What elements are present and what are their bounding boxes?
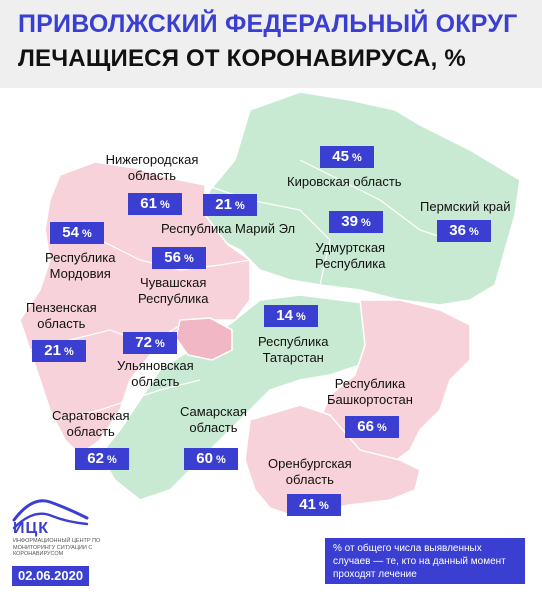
badge-samara: 60 % <box>184 448 238 470</box>
badge-orenburg: 41 % <box>287 494 341 516</box>
label-chuvashia: Чувашская Республика <box>138 275 209 306</box>
badge-bashkortostan: 66 % <box>345 416 399 438</box>
label-kirov: Кировская область <box>287 174 402 189</box>
label-penza: Пензенская область <box>26 300 97 331</box>
label-perm: Пермский край <box>420 199 511 214</box>
date-badge: 02.06.2020 <box>12 566 89 586</box>
badge-saratov: 62 % <box>75 448 129 470</box>
badge-udmurtia: 39 % <box>329 211 383 233</box>
badge-perm: 36 % <box>437 220 491 242</box>
label-samara: Самарская область <box>180 404 247 435</box>
page-subtitle: ЛЕЧАЩИЕСЯ ОТ КОРОНАВИРУСА, % <box>18 45 466 72</box>
logo-name: ИЦК <box>13 520 49 537</box>
label-mari-el: Республика Марий Эл <box>161 221 296 236</box>
label-mordovia: Республика Мордовия <box>45 250 116 281</box>
badge-mordovia: 54 % <box>50 222 104 244</box>
logo-subtitle: ИНФОРМАЦИОННЫЙ ЦЕНТР ПО МОНИТОРИНГУ СИТУАЦИИ С КОРОНАВИРУСОМ <box>13 538 101 557</box>
badge-penza: 21 % <box>32 340 86 362</box>
label-nizhny: Нижегородская область <box>105 152 199 183</box>
badge-mari-el: 21 % <box>203 194 257 216</box>
label-saratov: Саратовская область <box>52 408 130 439</box>
label-ulyanovsk: Ульяновская область <box>117 358 194 389</box>
legend-box: % от общего числа выявленных случаев — те, кто на данный момент проходят лечение <box>325 538 525 584</box>
label-orenburg: Оренбургская область <box>268 456 352 487</box>
page-title: ПРИВОЛЖСКИЙ ФЕДЕРАЛЬНЫЙ ОКРУГ <box>18 10 518 38</box>
badge-kirov: 45 % <box>320 146 374 168</box>
badge-nizhny: 61 % <box>128 193 182 215</box>
badge-tatarstan: 14 % <box>264 305 318 327</box>
label-tatarstan: Республика Татарстан <box>258 334 329 365</box>
label-udmurtia: Удмуртская Республика <box>315 240 386 271</box>
badge-chuvashia: 56 % <box>152 247 206 269</box>
badge-ulyanovsk: 72 % <box>123 332 177 354</box>
label-bashkortostan: Республика Башкортостан <box>327 376 413 407</box>
